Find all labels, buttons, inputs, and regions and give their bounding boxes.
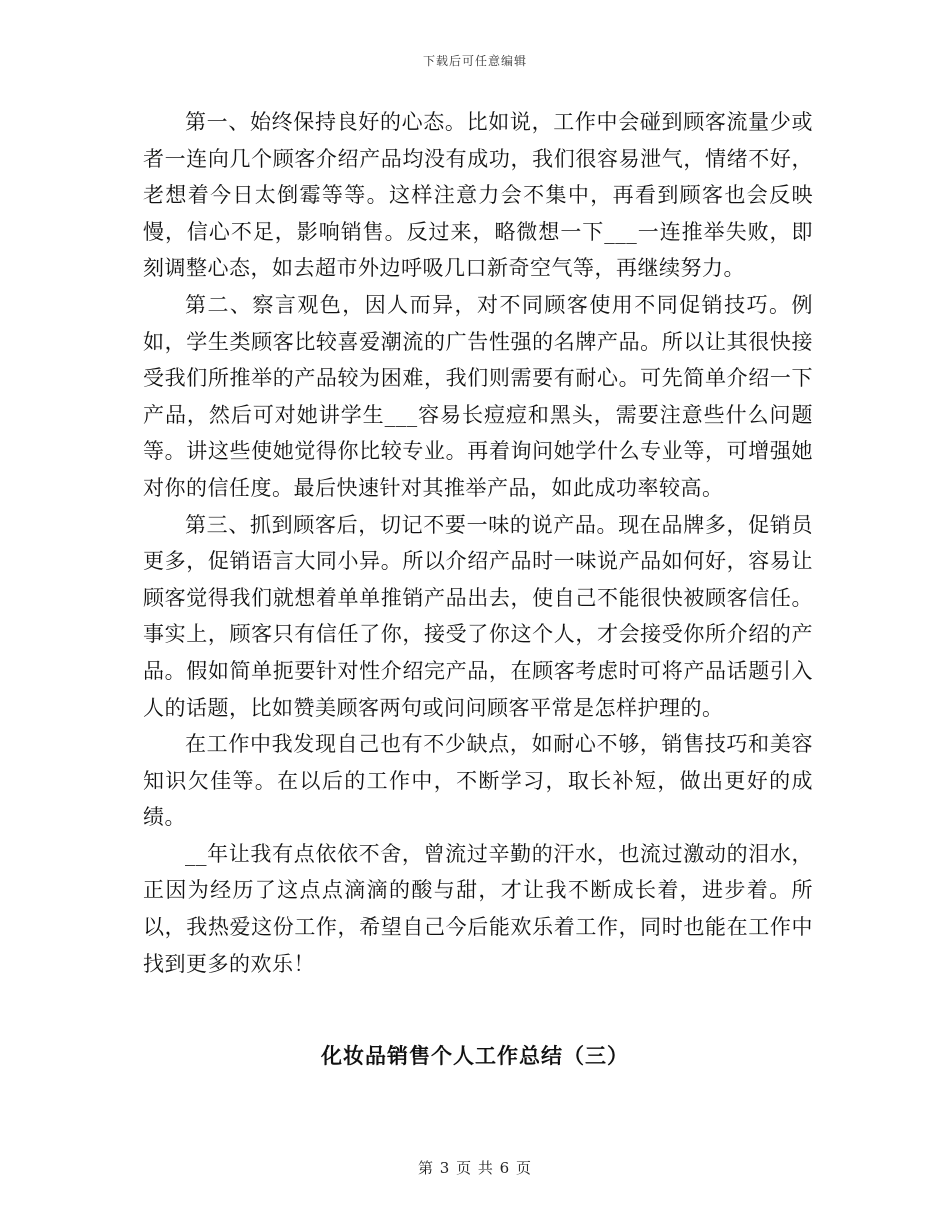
paragraph-5: __年让我有点依依不舍，曾流过辛勤的汗水，也流过激动的泪水，正因为经历了这点点滴滴的酸与甜，才让我不断成长着，进步着。所以，我热爱这份工作，希望自己今后能欢乐着工作，同时也能在工作中找到更多的欢乐！	[143, 841, 813, 976]
paragraph-3: 第三、抓到顾客后，切记不要一味的说产品。现在品牌多，促销员更多，促销语言大同小异。所以介绍产品时一味说产品如何好，容易让顾客觉得我们就想着单单推销产品出去，使自己不能很快被顾客信任。事实上，顾客只有信任了你，接受了你这个人，才会接受你所介绍的产品。假如简单扼要针对性介绍完产品，在顾客考虑时可将产品话题引入人的话题，比如赞美顾客两句或问问顾客平常是怎样护理的。	[143, 512, 813, 720]
page-number: 第 3 页 共 6 页	[418, 1159, 532, 1177]
section-title: 化妆品销售个人工作总结（三）	[321, 1043, 629, 1068]
paragraph-4: 在工作中我发现自己也有不少缺点，如耐心不够，销售技巧和美容知识欠佳等。在以后的工作中，不断学习，取长补短，做出更好的成绩。	[143, 732, 813, 830]
header-note: 下载后可任意编辑	[422, 54, 527, 68]
paragraph-1: 第一、始终保持良好的心态。比如说，工作中会碰到顾客流量少或者一连向几个顾客介绍产品均没有成功，我们很容易泄气，情绪不好，老想着今日太倒霉等等。这样注意力会不集中，再看到顾客也会反映慢，信心不足，影响销售。反过来，略微想一下___一连推举失败，即刻调整心态，如去超市外边呼吸几口新奇空气等，再继续努力。	[143, 110, 813, 281]
paragraph-2: 第二、察言观色，因人而异，对不同顾客使用不同促销技巧。例如，学生类顾客比较喜爱潮流的广告性强的名牌产品。所以让其很快接受我们所推举的产品较为困难，我们则需要有耐心。可先简单介绍一下产品，然后可对她讲学生___容易长痘痘和黑头，需要注意些什么问题等。讲这些使她觉得你比较专业。再着询问她学什么专业等，可增强她对你的信任度。最后快速针对其推举产品，如此成功率较高。	[143, 292, 813, 500]
document-body	[143, 104, 813, 982]
